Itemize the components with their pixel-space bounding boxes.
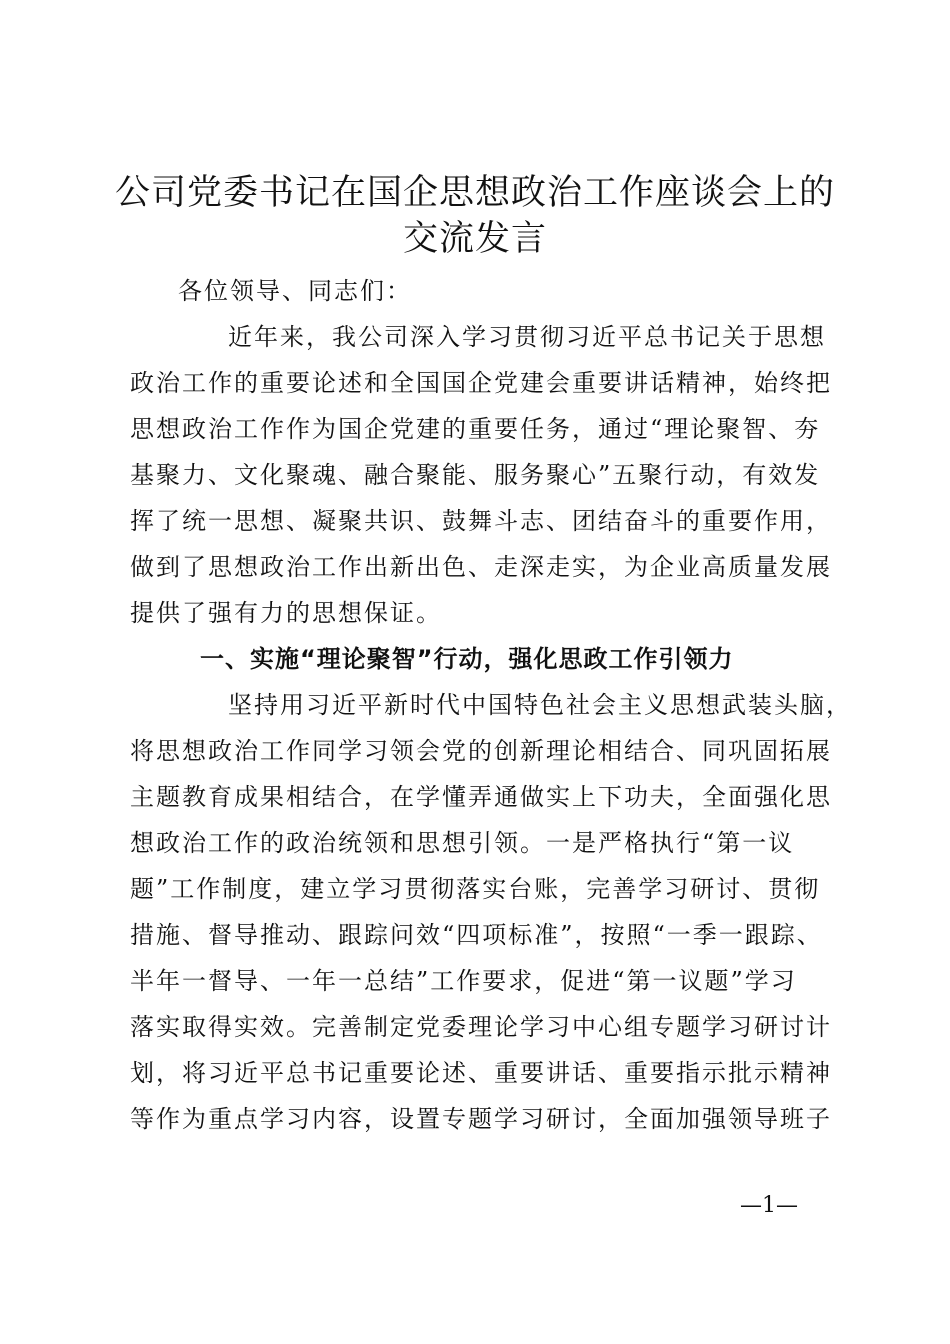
- body-line: 题”工作制度，建立学习贯彻落实台账，完善学习研讨、贯彻: [130, 875, 821, 903]
- body-line: 措施、督导推动、跟踪问效“四项标准”，按照“一季一跟踪、: [130, 921, 823, 949]
- intro-line: 挥了统一思想、凝聚共识、鼓舞斗志、团结奋斗的重要作用，: [130, 507, 832, 535]
- page-number: —1—: [740, 1193, 798, 1218]
- document-title-line-1: 公司党委书记在国企思想政治工作座谈会上的: [114, 173, 835, 213]
- document-title-line-2: 交流发言: [402, 219, 547, 259]
- body-line: 坚持用习近平新时代中国特色社会主义思想武装头脑，: [228, 691, 852, 719]
- intro-line: 基聚力、文化聚魂、融合聚能、服务聚心”五聚行动，有效发: [130, 461, 821, 489]
- body-line: 半年一督导、一年一总结”工作要求，促进“第一议题”学习: [130, 967, 797, 995]
- body-line: 等作为重点学习内容，设置专题学习研讨，全面加强领导班子: [130, 1105, 832, 1133]
- intro-line: 政治工作的重要论述和全国国企党建会重要讲话精神，始终把: [130, 369, 832, 397]
- intro-line: 提供了强有力的思想保证。: [130, 599, 442, 627]
- body-line: 将思想政治工作同学习领会党的创新理论相结合、同巩固拓展: [130, 737, 832, 765]
- body-line: 想政治工作的政治统领和思想引领。一是严格执行“第一议: [130, 829, 795, 857]
- intro-line: 做到了思想政治工作出新出色、走深走实，为企业高质量发展: [130, 553, 832, 581]
- body-line: 主题教育成果相结合，在学懂弄通做实上下功夫，全面强化思: [130, 783, 832, 811]
- body-line: 划，将习近平总书记重要论述、重要讲话、重要指示批示精神: [130, 1059, 832, 1087]
- intro-line: 思想政治工作作为国企党建的重要任务，通过“理论聚智、夯: [130, 415, 821, 443]
- section-heading: 一、实施“理论聚智”行动，强化思政工作引领力: [200, 645, 734, 673]
- body-line: 落实取得实效。完善制定党委理论学习中心组专题学习研讨计: [130, 1013, 832, 1041]
- salutation: 各位领导、同志们：: [178, 277, 412, 305]
- intro-line: 近年来，我公司深入学习贯彻习近平总书记关于思想: [228, 323, 826, 351]
